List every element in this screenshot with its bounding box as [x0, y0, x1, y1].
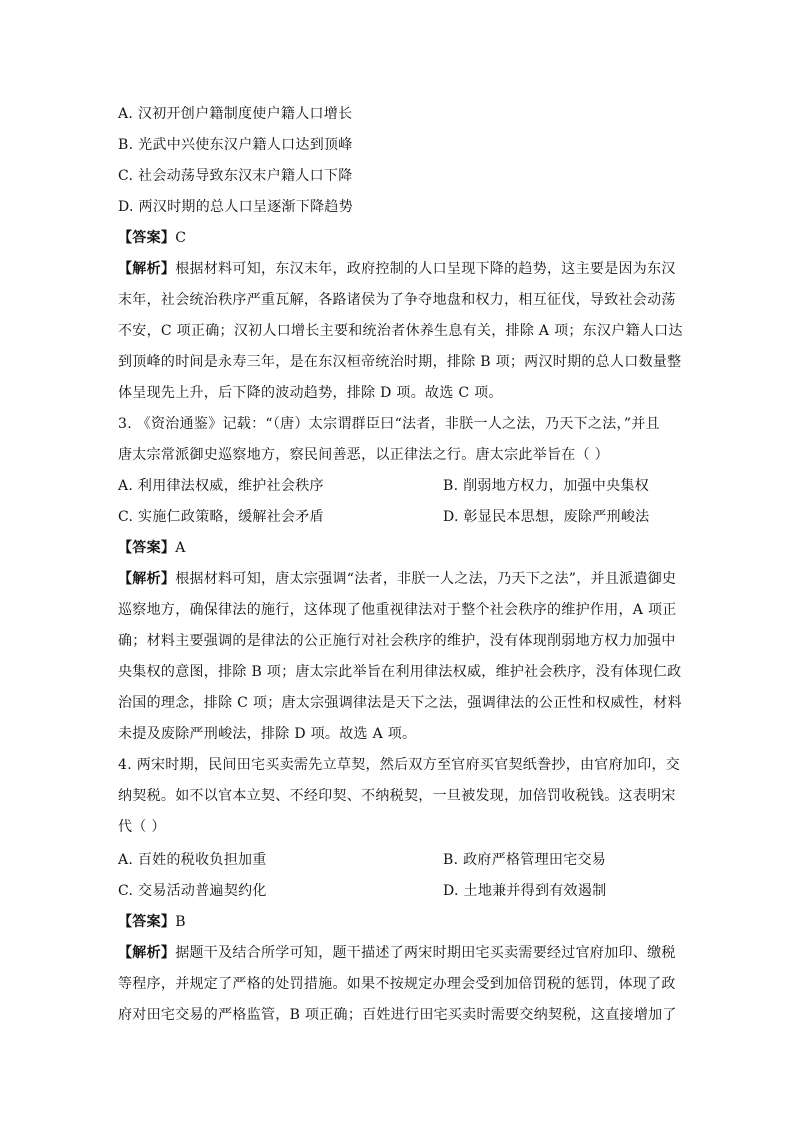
q4-analysis-line-3: 府对田宅交易的严格监管，B 项正确；百姓进行田宅买卖时需要交纳契税，这直接增加了	[118, 1007, 677, 1023]
q4-stem-line-3: 代（ ）	[118, 819, 166, 835]
answer-value: C	[175, 230, 187, 246]
q4-analysis-line-1: 【解析】据题干及结合所学可知，题干描述了两宋时期田宅买卖需要经过官府加印、缴税	[118, 945, 676, 961]
answer-value: B	[175, 914, 186, 930]
q2-option-d: D. 两汉时期的总人口呈逐渐下降趋势	[118, 199, 354, 215]
q2-analysis-line-5: 体呈现先上升，后下降的波动趋势，排除 D 项。故选 C 项。	[118, 385, 503, 401]
q4-option-c: C. 交易活动普遍契约化	[118, 883, 267, 899]
q3-analysis-line-5: 治国的理念，排除 C 项；唐太宗强调律法是天下之法，强调律法的公正性和权威性，材料	[118, 695, 682, 711]
analysis-tag: 【解析】	[118, 261, 176, 277]
q2-answer	[118, 228, 678, 248]
q3-answer	[118, 538, 678, 558]
q2-option-c: C. 社会动荡导致东汉末户籍人口下降	[118, 168, 353, 184]
analysis-tag: 【解析】	[118, 945, 176, 961]
answer-tag: 【答案】	[118, 540, 176, 556]
q2-analysis-line-2: 末年，社会统治秩序严重瓦解，各路诸侯为了争夺地盘和权力，相互征伐，导致社会动荡	[118, 292, 676, 308]
q3-stem-line-2: 唐太宗常派御史巡察地方，察民间善恶，以正律法之行。唐太宗此举旨在（ ）	[118, 447, 609, 463]
q2-option-b: B. 光武中兴使东汉户籍人口达到顶峰	[118, 137, 353, 153]
q3-analysis-line-2: 巡察地方，确保律法的施行，这体现了他重视律法对于整个社会秩序的维护作用，A 项正	[118, 602, 677, 618]
q3-option-c: C. 实施仁政策略，缓解社会矛盾	[118, 509, 324, 525]
q4-stem-line-2: 纳契税。如不以官本立契、不经印契、不纳税契，一旦被发现，加倍罚收税钱。这表明宋	[118, 788, 676, 804]
q4-answer	[118, 912, 678, 932]
q4-stem-line-1: 4. 两宋时期，民间田宅买卖需先立草契，然后双方至官府买官契纸誊抄，由官府加印，交	[118, 757, 681, 773]
q4-option-d: D. 土地兼并得到有效遏制	[443, 883, 607, 899]
q3-analysis-line-4: 央集权的意图，排除 B 项；唐太宗此举旨在利用律法权威，维护社会秩序，没有体现仁政	[118, 664, 682, 680]
q3-stem-line-1: 3. 《资治通鉴》记载：“（唐）太宗谓群臣曰“法者，非朕一人之法，乃天下之法，”并且	[118, 416, 660, 432]
q3-option-a: A. 利用律法权威，维护社会秩序	[118, 478, 324, 494]
q3-option-b: B. 削弱地方权力，加强中央集权	[443, 478, 649, 494]
q2-analysis-line-3: 不安，C 项正确；汉初人口增长主要和统治者休养生息有关，排除 A 项；东汉户籍人口达	[118, 323, 683, 339]
q2-option-a: A. 汉初开创户籍制度使户籍人口增长	[118, 106, 353, 122]
analysis-tag: 【解析】	[118, 571, 176, 587]
q4-option-a: A. 百姓的税收负担加重	[118, 852, 267, 868]
q3-analysis-line-1: 【解析】根据材料可知，唐太宗强调“法者，非朕一人之法，乃天下之法”，并且派遣御史	[118, 571, 677, 587]
q2-analysis-line-1: 【解析】根据材料可知，东汉末年，政府控制的人口呈现下降的趋势，这主要是因为东汉	[118, 261, 676, 277]
q4-option-b: B. 政府严格管理田宅交易	[443, 852, 607, 868]
answer-tag: 【答案】	[118, 230, 176, 246]
q4-analysis-line-2: 等程序，并规定了严格的处罚措施。如果不按规定办理会受到加倍罚税的惩罚，体现了政	[118, 976, 676, 992]
q3-option-d: D. 彰显民本思想，废除严刑峻法	[443, 509, 650, 525]
q3-analysis-line-3: 确；材料主要强调的是律法的公正施行对社会秩序的维护，没有体现削弱地方权力加强中	[118, 633, 676, 649]
answer-value: A	[175, 540, 186, 556]
q3-analysis-line-6: 未提及废除严刑峻法，排除 D 项。故选 A 项。	[118, 726, 417, 742]
answer-tag: 【答案】	[118, 914, 176, 930]
q2-analysis-line-4: 到顶峰的时间是永寿三年，是在东汉桓帝统治时期，排除 B 项；两汉时期的总人口数量整	[118, 354, 682, 370]
